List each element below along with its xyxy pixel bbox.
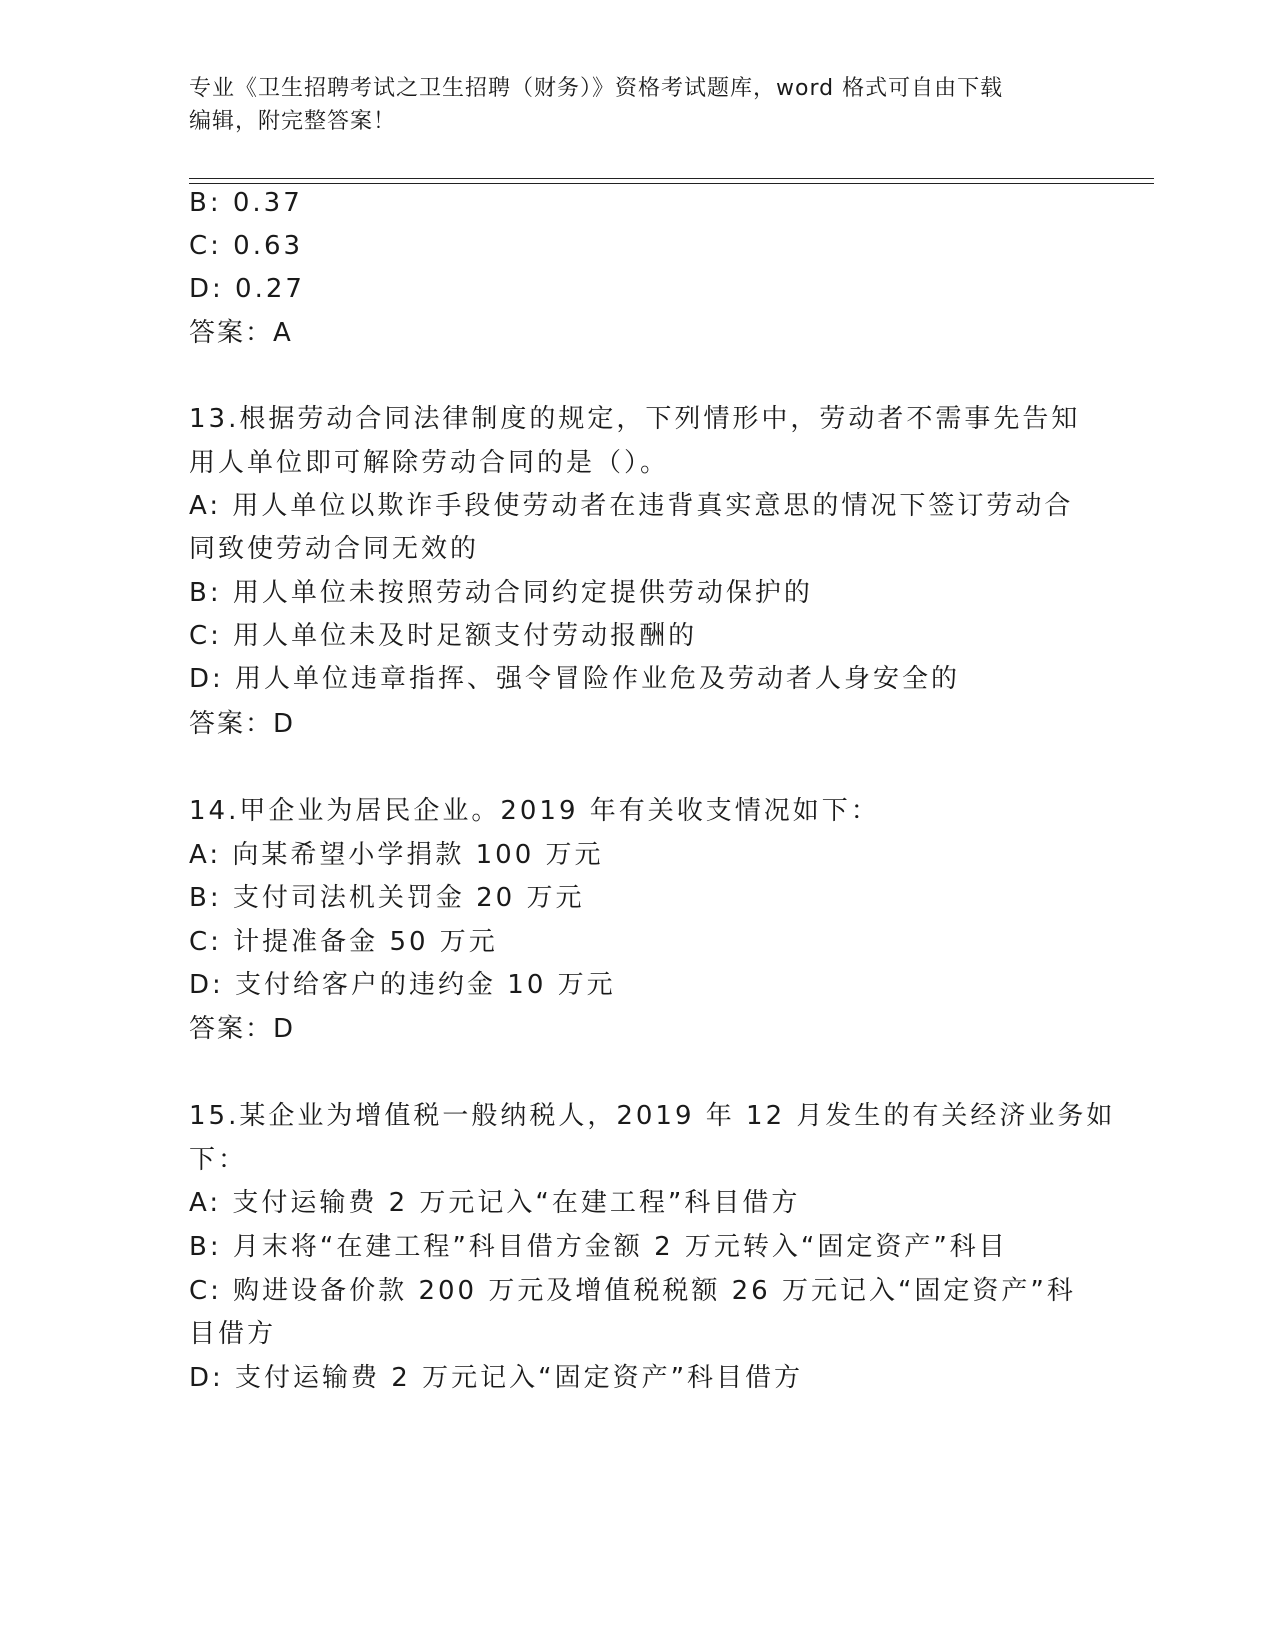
q15-option-d: D: 支付运输费 2 万元记入“固定资产”科目借方 [189,1363,804,1393]
q15-stem-line-1: 15.某企业为增值税一般纳税人，2019 年 12 月发生的有关经济业务如 [189,1101,1116,1131]
q14-stem: 14.甲企业为居民企业。2019 年有关收支情况如下： [189,796,880,826]
header-divider-bottom [189,183,1154,184]
q15-option-c-line-2: 目借方 [189,1319,277,1349]
q13-answer: 答案：D [189,709,296,739]
q14-option-c: C: 计提准备金 50 万元 [189,927,498,957]
q13-option-d: D: 用人单位违章指挥、强令冒险作业危及劳动者人身安全的 [189,664,961,694]
q12-option-c: C: 0.63 [189,231,304,261]
q12-option-d: D: 0.27 [189,274,305,304]
header-line-2: 编辑，附完整答案！ [189,109,397,134]
q15-option-c-line-1: C: 购进设备价款 200 万元及增值税税额 26 万元记入“固定资产”科 [189,1276,1076,1306]
document-header [189,72,1089,138]
q14-option-b: B: 支付司法机关罚金 20 万元 [189,883,585,913]
header-line-1: 专业《卫生招聘考试之卫生招聘（财务）》资格考试题库，word 格式可自由下载 [189,76,1004,101]
q14-answer: 答案：D [189,1014,296,1044]
q12-answer: 答案：A [189,318,293,348]
q15-stem-line-2: 下： [189,1145,248,1175]
q13-option-a-line-1: A: 用人单位以欺诈手段使劳动者在违背真实意思的情况下签订劳动合 [189,491,1074,521]
q13-stem-line-2: 用人单位即可解除劳动合同的是（）。 [189,448,670,478]
q13-option-c: C: 用人单位未及时足额支付劳动报酬的 [189,621,698,651]
q12-option-b: B: 0.37 [189,188,303,218]
header-divider-top [189,178,1154,179]
q13-stem-line-1: 13.根据劳动合同法律制度的规定，下列情形中，劳动者不需事先告知 [189,404,1081,434]
q14-option-d: D: 支付给客户的违约金 10 万元 [189,970,616,1000]
q15-option-a: A: 支付运输费 2 万元记入“在建工程”科目借方 [189,1188,801,1218]
q13-option-a-line-2: 同致使劳动合同无效的 [189,534,480,564]
q13-option-b: B: 用人单位未按照劳动合同约定提供劳动保护的 [189,578,813,608]
q15-option-b: B: 月末将“在建工程”科目借方金额 2 万元转入“固定资产”科目 [189,1232,1008,1262]
q14-option-a: A: 向某希望小学捐款 100 万元 [189,840,604,870]
